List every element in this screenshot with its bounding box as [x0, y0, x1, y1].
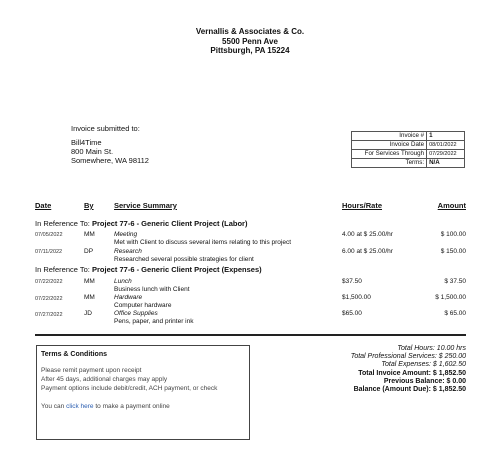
- project-name: Project 77-6 - Generic Client Project (Labor): [92, 219, 248, 228]
- line-item-hours-rate: 6.00 at $ 25.00/hr: [342, 248, 393, 255]
- terms-line: Payment options include debit/credit, ACH payment, or check: [41, 385, 218, 392]
- payment-prefix: You can: [41, 403, 67, 410]
- services-through: 07/29/2022: [427, 150, 465, 159]
- column-header-hours-rate: Hours/Rate: [342, 201, 383, 210]
- total-expenses: Total Expenses: $ 1,602.50: [381, 361, 466, 369]
- firm-street: 5500 Penn Ave: [222, 36, 278, 46]
- totals-block: [266, 345, 466, 394]
- firm-name: Vernallis & Associates & Co.: [195, 27, 305, 36]
- column-header-by: By: [84, 201, 94, 210]
- line-item-date: 07/27/2022: [35, 312, 63, 318]
- project-name: Project 77-6 - Generic Client Project (Expenses): [92, 265, 262, 274]
- reference-label: In Reference To:: [35, 265, 90, 274]
- line-item-title: Research: [114, 248, 142, 255]
- column-header-date: Date: [35, 201, 52, 210]
- line-item-date: 07/22/2022: [35, 279, 63, 285]
- client-street: 800 Main St.: [71, 147, 114, 156]
- line-item-hours-rate: $1,500.00: [342, 294, 371, 301]
- payment-line: [41, 402, 245, 411]
- line-item-description: [114, 294, 171, 309]
- line-item-description: [114, 278, 190, 293]
- terms-title: Terms & Conditions: [41, 351, 107, 358]
- line-item-hours-rate: 4.00 at $ 25.00/hr: [342, 231, 393, 238]
- firm-header: [0, 27, 500, 56]
- invoice-date-label: Invoice Date: [352, 141, 427, 150]
- line-item-by: MM: [84, 278, 95, 285]
- client-address: [71, 138, 149, 165]
- terms-box: [36, 345, 250, 440]
- line-item-title: Meeting: [114, 231, 138, 238]
- line-item-title: Lunch: [114, 278, 132, 285]
- line-item-by: MM: [84, 231, 95, 238]
- line-item-subtitle: Business lunch with Client: [114, 285, 190, 293]
- line-item-amount: $ 100.00: [440, 231, 466, 238]
- payment-link[interactable]: click here: [66, 403, 94, 410]
- line-item-amount: $ 65.00: [444, 310, 466, 317]
- column-header-amount: Amount: [437, 201, 466, 210]
- line-item-subtitle: Met with Client to discuss several items relating to this project: [114, 238, 292, 246]
- column-header-summary: Service Summary: [114, 201, 177, 210]
- balance-due: Balance (Amount Due): $ 1,852.50: [353, 386, 466, 394]
- line-item-subtitle: Researched several possible strategies for client: [114, 255, 254, 263]
- terms-line: Please remit payment upon receipt: [41, 367, 142, 374]
- line-item-description: [114, 310, 194, 325]
- payment-suffix: to make a payment online: [93, 403, 170, 410]
- line-item-date: 07/22/2022: [35, 296, 63, 302]
- line-item-date: 07/11/2022: [35, 249, 63, 255]
- firm-city: Pittsburgh, PA 15224: [210, 46, 290, 55]
- client-city: Somewhere, WA 98112: [71, 156, 149, 165]
- invoice-number: 1: [427, 132, 465, 141]
- line-item-by: MM: [84, 294, 95, 301]
- invoice-meta-table: [351, 131, 465, 168]
- line-item-amount: $ 37.50: [444, 278, 466, 285]
- line-item-hours-rate: $37.50: [342, 278, 362, 285]
- line-item-amount: $ 1,500.00: [435, 294, 466, 301]
- section-divider: [35, 334, 466, 336]
- total-hours: Total Hours: 10.00 hrs: [397, 345, 466, 352]
- line-item-by: JD: [84, 310, 92, 317]
- invoice-date: 08/01/2022: [427, 141, 465, 150]
- terms-label: Terms:: [352, 159, 427, 168]
- line-item-subtitle: Pens, paper, and printer ink: [114, 317, 194, 325]
- reference-label: In Reference To:: [35, 219, 90, 228]
- section-reference: [35, 219, 247, 228]
- line-item-description: [114, 231, 291, 246]
- line-item-subtitle: Computer hardware: [114, 301, 172, 309]
- total-services: Total Professional Services: $ 250.00: [350, 353, 466, 361]
- total-invoice-amount: Total Invoice Amount: $ 1,852.50: [358, 369, 466, 377]
- invoice-number-label: Invoice #: [352, 132, 427, 141]
- submitted-to-label: Invoice submitted to:: [71, 124, 140, 133]
- terms-value: N/A: [427, 159, 465, 168]
- line-item-title: Office Supplies: [114, 310, 158, 317]
- line-item-title: Hardware: [114, 294, 143, 301]
- line-item-date: 07/05/2022: [35, 232, 63, 238]
- client-name: Bill4Time: [71, 138, 102, 147]
- line-item-description: [114, 248, 254, 263]
- services-through-label: For Services Through: [352, 150, 427, 159]
- terms-line: After 45 days, additional charges may apply: [41, 376, 168, 383]
- line-item-hours-rate: $65.00: [342, 310, 362, 317]
- line-item-amount: $ 150.00: [440, 248, 466, 255]
- section-reference: [35, 265, 262, 274]
- line-item-by: DP: [84, 248, 94, 255]
- previous-balance: Previous Balance: $ 0.00: [383, 377, 466, 385]
